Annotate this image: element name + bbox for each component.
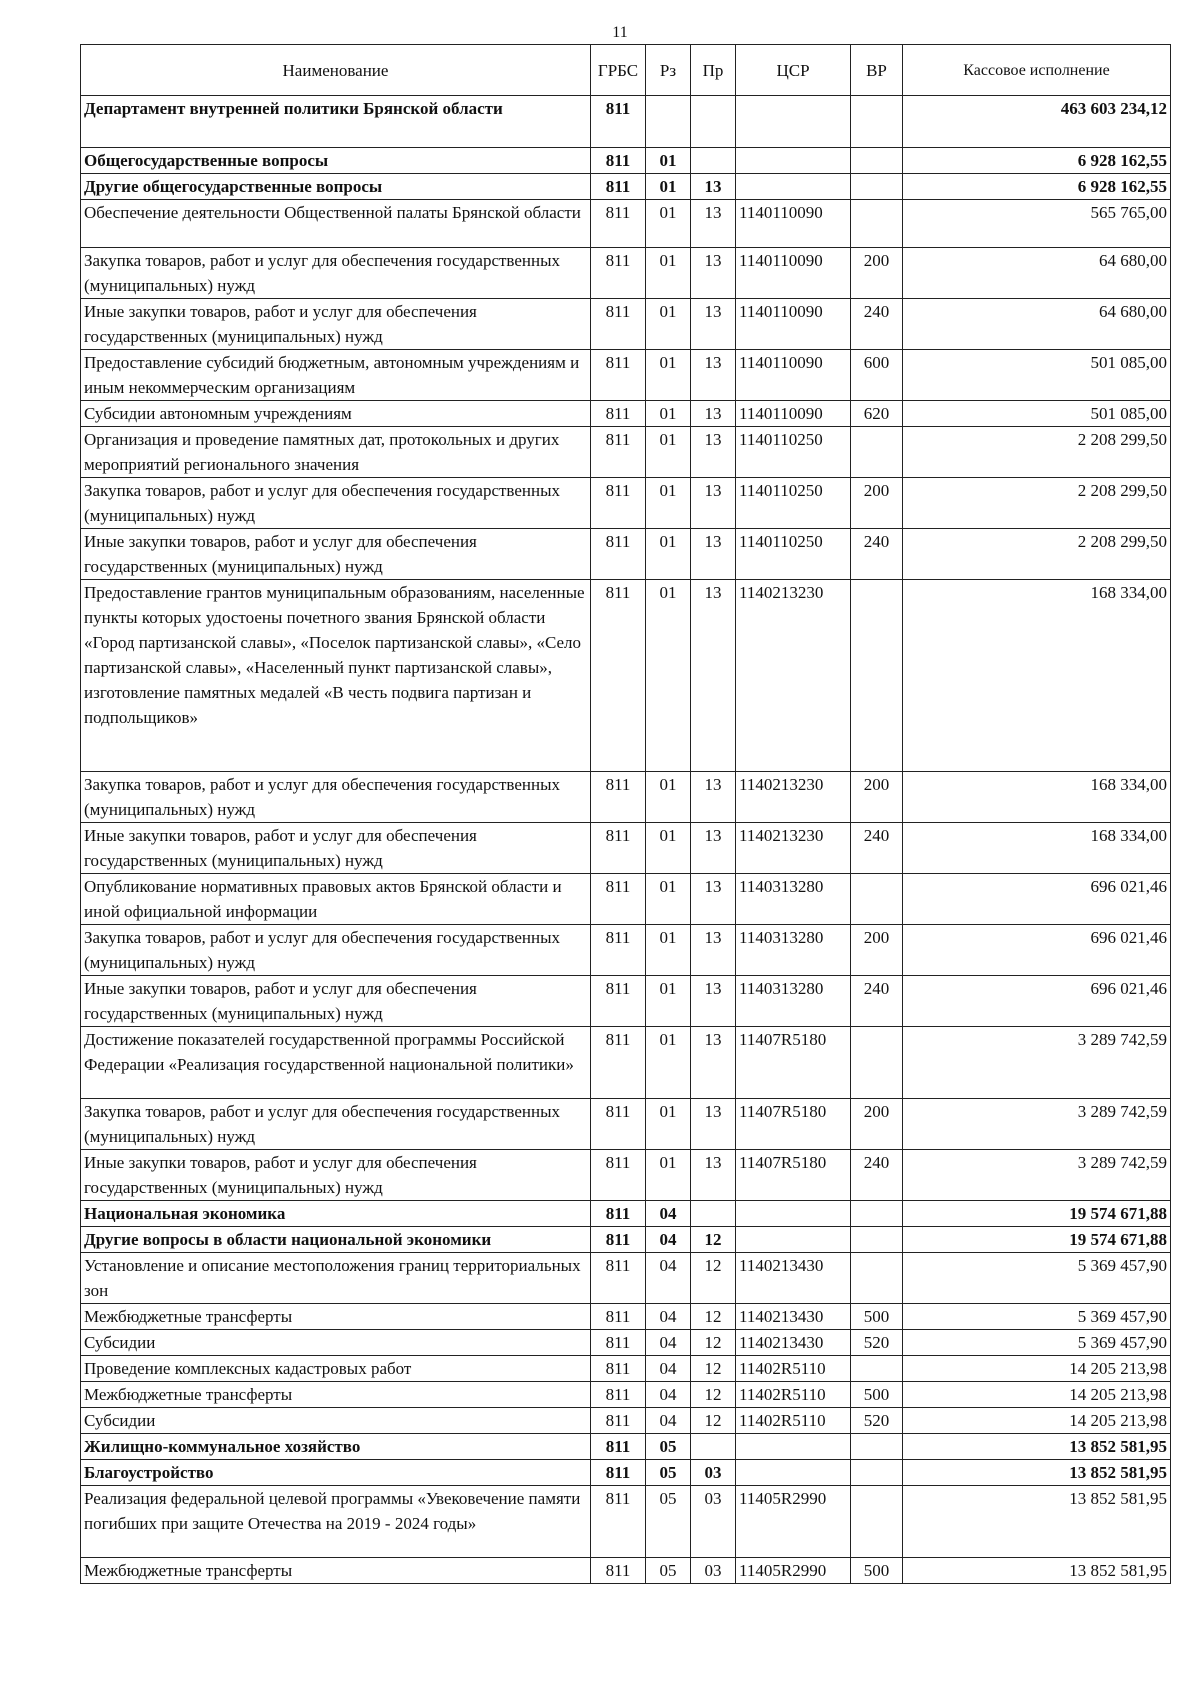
- cell-vr: [851, 427, 903, 478]
- cell-vr: 240: [851, 529, 903, 580]
- cell-pr: 03: [691, 1558, 736, 1584]
- cell-pr: 12: [691, 1227, 736, 1253]
- cell-name: Иные закупки товаров, работ и услуг для обеспечения государственных (муниципальных) нужд: [81, 529, 591, 580]
- cell-csr: 1140313280: [736, 976, 851, 1027]
- cell-rz: 01: [646, 874, 691, 925]
- cell-vr: [851, 580, 903, 772]
- cell-cash-execution: 5 369 457,90: [903, 1253, 1171, 1304]
- column-header-cash-execution: Кассовое исполнение: [903, 45, 1171, 96]
- cell-pr: [691, 96, 736, 148]
- table-row: [81, 148, 1171, 174]
- cell-grbs: 811: [591, 401, 646, 427]
- cell-csr: 1140110090: [736, 401, 851, 427]
- cell-name: Другие общегосударственные вопросы: [81, 174, 591, 200]
- cell-grbs: 811: [591, 1304, 646, 1330]
- cell-vr: 500: [851, 1304, 903, 1330]
- cell-grbs: 811: [591, 1356, 646, 1382]
- cell-cash-execution: 2 208 299,50: [903, 427, 1171, 478]
- column-header-name: Наименование: [81, 45, 591, 96]
- table-row: [81, 1227, 1171, 1253]
- cell-name: Закупка товаров, работ и услуг для обеспечения государственных (муниципальных) нужд: [81, 1099, 591, 1150]
- cell-pr: 13: [691, 478, 736, 529]
- cell-pr: 13: [691, 1099, 736, 1150]
- cell-cash-execution: 696 021,46: [903, 925, 1171, 976]
- cell-pr: 13: [691, 874, 736, 925]
- table-body: [81, 96, 1171, 1584]
- table-row: [81, 1150, 1171, 1201]
- cell-cash-execution: 19 574 671,88: [903, 1227, 1171, 1253]
- cell-rz: 05: [646, 1486, 691, 1558]
- cell-name: Закупка товаров, работ и услуг для обеспечения государственных (муниципальных) нужд: [81, 925, 591, 976]
- cell-name: Жилищно-коммунальное хозяйство: [81, 1434, 591, 1460]
- cell-name: Закупка товаров, работ и услуг для обеспечения государственных (муниципальных) нужд: [81, 248, 591, 299]
- table-row: [81, 1408, 1171, 1434]
- cell-rz: 01: [646, 401, 691, 427]
- cell-csr: [736, 1201, 851, 1227]
- cell-name: Межбюджетные трансферты: [81, 1558, 591, 1584]
- cell-cash-execution: 463 603 234,12: [903, 96, 1171, 148]
- cell-rz: 01: [646, 529, 691, 580]
- cell-rz: 05: [646, 1558, 691, 1584]
- cell-pr: 13: [691, 925, 736, 976]
- page-number: 11: [612, 24, 628, 41]
- cell-name: Закупка товаров, работ и услуг для обеспечения государственных (муниципальных) нужд: [81, 478, 591, 529]
- cell-vr: 200: [851, 478, 903, 529]
- cell-grbs: 811: [591, 248, 646, 299]
- table-row: [81, 1486, 1171, 1558]
- cell-grbs: 811: [591, 1150, 646, 1201]
- cell-rz: 01: [646, 772, 691, 823]
- cell-csr: [736, 96, 851, 148]
- table-row: [81, 1253, 1171, 1304]
- cell-cash-execution: 501 085,00: [903, 350, 1171, 401]
- cell-csr: 1140213430: [736, 1330, 851, 1356]
- table-row: [81, 1330, 1171, 1356]
- table-row: [81, 299, 1171, 350]
- cell-vr: [851, 1434, 903, 1460]
- table-row: [81, 925, 1171, 976]
- cell-name: Субсидии: [81, 1330, 591, 1356]
- cell-grbs: 811: [591, 1434, 646, 1460]
- cell-cash-execution: 14 205 213,98: [903, 1408, 1171, 1434]
- cell-grbs: 811: [591, 874, 646, 925]
- table-row: [81, 1027, 1171, 1099]
- cell-grbs: 811: [591, 976, 646, 1027]
- cell-name: Предоставление грантов муниципальным образованиям, населенные пункты которых удостоены почетного звания Брянской области «Город партизанской славы», «Поселок партизанской славы», «Село партизанской славы», «Населенный пункт партизанской славы», изготовление памятных медалей «В честь подвига партизан и подпольщиков»: [81, 580, 591, 772]
- cell-pr: 13: [691, 427, 736, 478]
- cell-name: Межбюджетные трансферты: [81, 1382, 591, 1408]
- cell-csr: 11407R5180: [736, 1027, 851, 1099]
- cell-grbs: 811: [591, 1330, 646, 1356]
- cell-rz: 04: [646, 1356, 691, 1382]
- table-row: [81, 401, 1171, 427]
- cell-cash-execution: 5 369 457,90: [903, 1330, 1171, 1356]
- cell-cash-execution: 13 852 581,95: [903, 1558, 1171, 1584]
- cell-pr: 13: [691, 299, 736, 350]
- cell-rz: 01: [646, 823, 691, 874]
- table-row: [81, 478, 1171, 529]
- cell-cash-execution: 14 205 213,98: [903, 1382, 1171, 1408]
- cell-grbs: 811: [591, 1408, 646, 1434]
- cell-name: Обеспечение деятельности Общественной палаты Брянской области: [81, 200, 591, 248]
- cell-csr: [736, 174, 851, 200]
- cell-csr: 11402R5110: [736, 1408, 851, 1434]
- cell-name: Реализация федеральной целевой программы «Увековечение памяти погибших при защите Отечества на 2019 - 2024 годы»: [81, 1486, 591, 1558]
- cell-pr: 12: [691, 1253, 736, 1304]
- cell-grbs: 811: [591, 96, 646, 148]
- cell-vr: 500: [851, 1382, 903, 1408]
- cell-rz: 05: [646, 1434, 691, 1460]
- cell-pr: 12: [691, 1408, 736, 1434]
- cell-cash-execution: 696 021,46: [903, 874, 1171, 925]
- cell-cash-execution: 501 085,00: [903, 401, 1171, 427]
- cell-pr: 12: [691, 1330, 736, 1356]
- cell-grbs: 811: [591, 1099, 646, 1150]
- cell-vr: [851, 1201, 903, 1227]
- column-header-vr: ВР: [851, 45, 903, 96]
- cell-name: Другие вопросы в области национальной экономики: [81, 1227, 591, 1253]
- cell-vr: [851, 1356, 903, 1382]
- cell-rz: [646, 96, 691, 148]
- cell-vr: 200: [851, 1099, 903, 1150]
- table-row: [81, 529, 1171, 580]
- cell-cash-execution: 19 574 671,88: [903, 1201, 1171, 1227]
- cell-name: Благоустройство: [81, 1460, 591, 1486]
- cell-vr: 240: [851, 299, 903, 350]
- cell-cash-execution: 168 334,00: [903, 823, 1171, 874]
- cell-cash-execution: 2 208 299,50: [903, 529, 1171, 580]
- table-row: [81, 1099, 1171, 1150]
- cell-rz: 01: [646, 976, 691, 1027]
- cell-rz: 01: [646, 1099, 691, 1150]
- table-row: [81, 96, 1171, 148]
- cell-rz: 01: [646, 299, 691, 350]
- cell-csr: [736, 148, 851, 174]
- cell-grbs: 811: [591, 772, 646, 823]
- cell-pr: 12: [691, 1356, 736, 1382]
- table-row: [81, 1558, 1171, 1584]
- cell-grbs: 811: [591, 1253, 646, 1304]
- cell-rz: 01: [646, 580, 691, 772]
- table-row: [81, 1382, 1171, 1408]
- cell-cash-execution: 14 205 213,98: [903, 1356, 1171, 1382]
- column-header-grbs: ГРБС: [591, 45, 646, 96]
- cell-vr: [851, 1486, 903, 1558]
- cell-cash-execution: 13 852 581,95: [903, 1434, 1171, 1460]
- column-header-csr: ЦСР: [736, 45, 851, 96]
- cell-cash-execution: 3 289 742,59: [903, 1099, 1171, 1150]
- cell-name: Опубликование нормативных правовых актов Брянской области и иной официальной информации: [81, 874, 591, 925]
- cell-grbs: 811: [591, 925, 646, 976]
- cell-pr: 03: [691, 1486, 736, 1558]
- cell-pr: 13: [691, 1027, 736, 1099]
- cell-name: Департамент внутренней политики Брянской области: [81, 96, 591, 148]
- cell-pr: 12: [691, 1382, 736, 1408]
- cell-rz: 01: [646, 350, 691, 401]
- cell-cash-execution: 2 208 299,50: [903, 478, 1171, 529]
- cell-csr: 1140213430: [736, 1304, 851, 1330]
- cell-vr: 520: [851, 1330, 903, 1356]
- table-row: [81, 874, 1171, 925]
- cell-grbs: 811: [591, 580, 646, 772]
- cell-name: Предоставление субсидий бюджетным, автономным учреждениям и иным некоммерческим организациям: [81, 350, 591, 401]
- cell-cash-execution: 168 334,00: [903, 772, 1171, 823]
- cell-name: Проведение комплексных кадастровых работ: [81, 1356, 591, 1382]
- cell-pr: 13: [691, 529, 736, 580]
- cell-pr: [691, 148, 736, 174]
- cell-vr: 240: [851, 1150, 903, 1201]
- cell-rz: 01: [646, 174, 691, 200]
- cell-cash-execution: 6 928 162,55: [903, 148, 1171, 174]
- cell-rz: 04: [646, 1304, 691, 1330]
- cell-csr: 11402R5110: [736, 1382, 851, 1408]
- cell-grbs: 811: [591, 823, 646, 874]
- cell-grbs: 811: [591, 1201, 646, 1227]
- cell-csr: 1140213430: [736, 1253, 851, 1304]
- table-row: [81, 350, 1171, 401]
- cell-vr: 500: [851, 1558, 903, 1584]
- cell-name: Иные закупки товаров, работ и услуг для обеспечения государственных (муниципальных) нужд: [81, 823, 591, 874]
- cell-rz: 04: [646, 1408, 691, 1434]
- cell-csr: [736, 1227, 851, 1253]
- budget-execution-table: [80, 44, 1171, 1584]
- cell-grbs: 811: [591, 1227, 646, 1253]
- cell-pr: 13: [691, 200, 736, 248]
- cell-rz: 01: [646, 427, 691, 478]
- cell-csr: 11407R5180: [736, 1099, 851, 1150]
- cell-name: Иные закупки товаров, работ и услуг для обеспечения государственных (муниципальных) нужд: [81, 1150, 591, 1201]
- cell-pr: 13: [691, 823, 736, 874]
- cell-csr: 1140213230: [736, 772, 851, 823]
- cell-name: Субсидии: [81, 1408, 591, 1434]
- table-row: [81, 1201, 1171, 1227]
- cell-csr: 11405R2990: [736, 1558, 851, 1584]
- cell-pr: 13: [691, 580, 736, 772]
- cell-pr: 13: [691, 401, 736, 427]
- cell-vr: 520: [851, 1408, 903, 1434]
- cell-grbs: 811: [591, 1027, 646, 1099]
- cell-vr: [851, 1027, 903, 1099]
- cell-cash-execution: 64 680,00: [903, 299, 1171, 350]
- cell-pr: 13: [691, 248, 736, 299]
- cell-rz: 04: [646, 1227, 691, 1253]
- cell-vr: 240: [851, 976, 903, 1027]
- cell-rz: 04: [646, 1330, 691, 1356]
- cell-cash-execution: 168 334,00: [903, 580, 1171, 772]
- cell-csr: 11402R5110: [736, 1356, 851, 1382]
- cell-grbs: 811: [591, 427, 646, 478]
- table-row: [81, 1460, 1171, 1486]
- cell-csr: 1140110090: [736, 299, 851, 350]
- cell-vr: [851, 96, 903, 148]
- cell-csr: 1140313280: [736, 925, 851, 976]
- cell-grbs: 811: [591, 1558, 646, 1584]
- cell-name: Закупка товаров, работ и услуг для обеспечения государственных (муниципальных) нужд: [81, 772, 591, 823]
- cell-cash-execution: 696 021,46: [903, 976, 1171, 1027]
- cell-vr: 620: [851, 401, 903, 427]
- cell-csr: 1140110250: [736, 427, 851, 478]
- cell-vr: [851, 874, 903, 925]
- cell-csr: 1140110250: [736, 478, 851, 529]
- table-row: [81, 248, 1171, 299]
- table-row: [81, 1304, 1171, 1330]
- cell-grbs: 811: [591, 200, 646, 248]
- cell-cash-execution: 3 289 742,59: [903, 1027, 1171, 1099]
- cell-csr: 1140313280: [736, 874, 851, 925]
- cell-cash-execution: 13 852 581,95: [903, 1486, 1171, 1558]
- cell-pr: [691, 1434, 736, 1460]
- cell-rz: 04: [646, 1253, 691, 1304]
- cell-pr: 12: [691, 1304, 736, 1330]
- cell-cash-execution: 565 765,00: [903, 200, 1171, 248]
- cell-grbs: 811: [591, 1460, 646, 1486]
- cell-vr: [851, 200, 903, 248]
- cell-cash-execution: 64 680,00: [903, 248, 1171, 299]
- cell-pr: [691, 1201, 736, 1227]
- cell-cash-execution: 5 369 457,90: [903, 1304, 1171, 1330]
- table-row: [81, 1434, 1171, 1460]
- cell-csr: [736, 1434, 851, 1460]
- cell-rz: 01: [646, 478, 691, 529]
- cell-pr: 13: [691, 772, 736, 823]
- cell-csr: 1140110250: [736, 529, 851, 580]
- cell-vr: [851, 148, 903, 174]
- table-row: [81, 174, 1171, 200]
- cell-pr: 13: [691, 174, 736, 200]
- cell-name: Межбюджетные трансферты: [81, 1304, 591, 1330]
- cell-name: Иные закупки товаров, работ и услуг для обеспечения государственных (муниципальных) нужд: [81, 299, 591, 350]
- cell-rz: 01: [646, 1150, 691, 1201]
- cell-grbs: 811: [591, 1486, 646, 1558]
- cell-vr: [851, 174, 903, 200]
- cell-name: Общегосударственные вопросы: [81, 148, 591, 174]
- cell-vr: 600: [851, 350, 903, 401]
- cell-vr: 200: [851, 925, 903, 976]
- column-header-rz: Рз: [646, 45, 691, 96]
- cell-pr: 03: [691, 1460, 736, 1486]
- cell-rz: 01: [646, 1027, 691, 1099]
- cell-pr: 13: [691, 350, 736, 401]
- cell-cash-execution: 13 852 581,95: [903, 1460, 1171, 1486]
- cell-csr: 1140110090: [736, 200, 851, 248]
- cell-name: Достижение показателей государственной программы Российской Федерации «Реализация государственной национальной политики»: [81, 1027, 591, 1099]
- cell-vr: 200: [851, 248, 903, 299]
- cell-pr: 13: [691, 976, 736, 1027]
- cell-rz: 04: [646, 1382, 691, 1408]
- cell-csr: 1140110090: [736, 248, 851, 299]
- cell-csr: 11407R5180: [736, 1150, 851, 1201]
- cell-grbs: 811: [591, 174, 646, 200]
- cell-rz: 01: [646, 148, 691, 174]
- table-row: [81, 200, 1171, 248]
- cell-vr: [851, 1460, 903, 1486]
- cell-vr: [851, 1227, 903, 1253]
- cell-grbs: 811: [591, 529, 646, 580]
- table-row: [81, 772, 1171, 823]
- cell-rz: 01: [646, 248, 691, 299]
- cell-grbs: 811: [591, 148, 646, 174]
- table-row: [81, 580, 1171, 772]
- cell-csr: 1140213230: [736, 823, 851, 874]
- cell-grbs: 811: [591, 478, 646, 529]
- cell-rz: 04: [646, 1201, 691, 1227]
- cell-csr: 1140110090: [736, 350, 851, 401]
- cell-name: Организация и проведение памятных дат, протокольных и других мероприятий регионального значения: [81, 427, 591, 478]
- cell-vr: [851, 1253, 903, 1304]
- cell-csr: [736, 1460, 851, 1486]
- cell-grbs: 811: [591, 350, 646, 401]
- cell-grbs: 811: [591, 299, 646, 350]
- cell-csr: 11405R2990: [736, 1486, 851, 1558]
- cell-pr: 13: [691, 1150, 736, 1201]
- cell-rz: 05: [646, 1460, 691, 1486]
- cell-vr: 200: [851, 772, 903, 823]
- cell-name: Иные закупки товаров, работ и услуг для обеспечения государственных (муниципальных) нужд: [81, 976, 591, 1027]
- cell-name: Установление и описание местоположения границ территориальных зон: [81, 1253, 591, 1304]
- table-header-row: [81, 45, 1171, 96]
- cell-cash-execution: 6 928 162,55: [903, 174, 1171, 200]
- cell-csr: 1140213230: [736, 580, 851, 772]
- cell-rz: 01: [646, 925, 691, 976]
- cell-vr: 240: [851, 823, 903, 874]
- cell-rz: 01: [646, 200, 691, 248]
- cell-cash-execution: 3 289 742,59: [903, 1150, 1171, 1201]
- cell-name: Субсидии автономным учреждениям: [81, 401, 591, 427]
- cell-name: Национальная экономика: [81, 1201, 591, 1227]
- column-header-pr: Пр: [691, 45, 736, 96]
- table-row: [81, 976, 1171, 1027]
- table-row: [81, 1356, 1171, 1382]
- cell-grbs: 811: [591, 1382, 646, 1408]
- table-row: [81, 823, 1171, 874]
- table-row: [81, 427, 1171, 478]
